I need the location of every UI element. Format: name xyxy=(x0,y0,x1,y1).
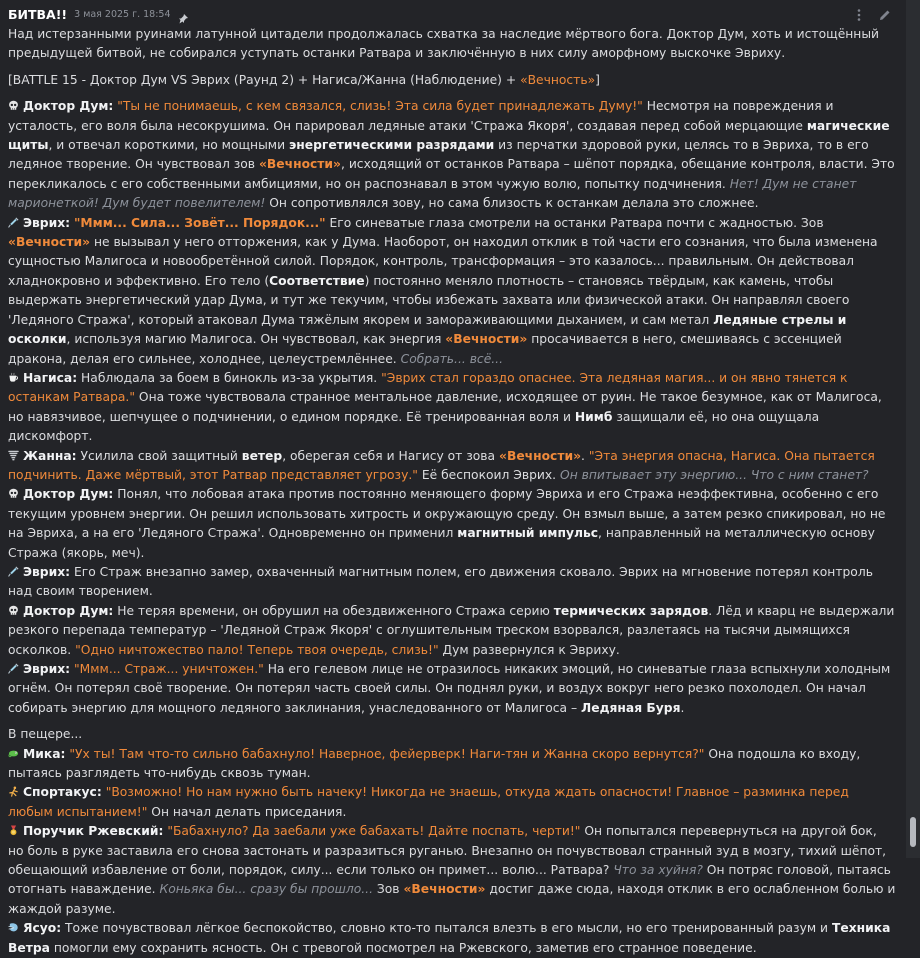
message-paragraph-mika1 xyxy=(8,745,896,784)
bold-text: Эврих: xyxy=(23,564,71,579)
text-run: Несмотря на повреждения и усталость, его воля была несокрушима. Он парировал ледяные атаки 'Стража Якоря', создавая перед собой мерцающие xyxy=(8,99,834,133)
text-run: ] xyxy=(595,72,600,87)
bold-text: Эврих: xyxy=(23,215,71,230)
skull-icon xyxy=(8,488,19,499)
text-run: . xyxy=(680,700,685,715)
bold-text: Соответствие xyxy=(269,273,365,288)
quote-text: "Ты не понимаешь, с кем связался, слизь! Эта сила будет принадлежать Думу!" xyxy=(117,99,643,114)
bold-text: Спортакус: xyxy=(23,785,102,800)
bold-text: Поручик Ржевский: xyxy=(23,824,164,839)
bold-text: Ледяная Буря xyxy=(581,700,681,715)
bold-text: Мика: xyxy=(23,746,66,761)
text-run: просачивается в него, смешиваясь с эссенцией дракона, делая его сильнее, холоднее, целеустремлённее. xyxy=(8,332,842,366)
text-run: достиг даже сюда, находя отклик в его ослабленном болью и жаждой разуме. xyxy=(8,882,896,916)
message-paragraph-intro xyxy=(8,25,896,64)
quote-text: "Бабахнуло? Да заебали уже бабахать! Дайте поспать, черти!" xyxy=(167,824,581,839)
quote-text: «Вечность» xyxy=(520,72,596,87)
quote-text: "Ух ты! Там что-то сильно бабахнуло! Наверное, фейерверк! Наги-тян и Жанна скоро вернутся?" xyxy=(69,746,705,761)
bold-text: Ясуо: xyxy=(23,921,62,936)
martial-arts-icon xyxy=(8,786,19,797)
text-run: На его гелевом лице не отразилось никаких эмоций, но синеватые глаза вспыхнули холодным огнём. Он потерял своё творение. Он потерял часть своей силы. Он поднял руки, и воздух вокруг него резко похолодел. Он начал собирать энергию для мощного ледяного заклинания, унаследованного от Малигоса – xyxy=(8,662,891,715)
more-options-icon[interactable] xyxy=(852,7,866,21)
text-run: Зов xyxy=(372,882,404,897)
thought-text: Он впитывает эту энергию... Что с ним станет? xyxy=(560,467,869,482)
teacup-icon xyxy=(8,372,19,383)
thought-text: Коньяка бы... сразу бы прошло... xyxy=(159,882,373,897)
text-run: . xyxy=(581,448,589,463)
medal-icon xyxy=(8,825,19,836)
text-run: не вызывал у него отторжения, как у Дума. Наоборот, он находил отклик в той части его сознания, что была изменена сущностью Малигоса и новообретённой силой. Порядок, контроль, трансформация – это казалось... правильным. Он действовал хладнокровно и эффективно. Его тело ( xyxy=(8,235,878,288)
text-run: Он сопротивлялся зову, но сама близость к останкам делала это сложнее. xyxy=(265,196,759,211)
text-run: В пещере... xyxy=(8,727,83,742)
bold-quote-text: «Вечности» xyxy=(8,235,91,250)
bold-text: Доктор Дум: xyxy=(23,487,114,502)
message-paragraph-rzhevsky1 xyxy=(8,822,896,919)
wind-face-icon xyxy=(8,922,19,933)
message-actions xyxy=(852,7,892,21)
bold-text: Нимб xyxy=(574,409,613,424)
thought-text: Собрать... всё... xyxy=(400,351,503,366)
message-paragraph-evrich1 xyxy=(8,214,896,369)
message-body xyxy=(8,25,896,958)
message-paragraph-doom2 xyxy=(8,485,896,563)
edit-icon[interactable] xyxy=(878,7,892,21)
bold-text: Ледяные стрелы и осколки xyxy=(8,312,847,347)
text-run: Наблюдала за боем в бинокль из-за укрытия. xyxy=(77,370,382,385)
bold-text: энергетическими разрядами xyxy=(289,138,495,153)
paragraph-gap xyxy=(8,64,896,71)
text-run: Его синеватые глаза смотрели на останки Ратвара почти с жадностью. Зов xyxy=(325,215,824,230)
quote-text: "Эврих стал гораздо опаснее. Эта ледяная магия... и он явно тянется к останкам Ратвара." xyxy=(8,370,848,405)
scrollbar-track[interactable] xyxy=(906,0,920,858)
tornado-icon xyxy=(8,450,19,461)
bold-quote-text: «Вечности» xyxy=(445,332,528,347)
bold-text: Доктор Дум: xyxy=(23,99,114,114)
text-run: Усилила свой защитный xyxy=(76,448,242,463)
message-paragraph-yasuo1 xyxy=(8,919,896,958)
message-paragraph-spartacus1 xyxy=(8,783,896,822)
pin-icon xyxy=(178,9,189,20)
text-run: Его Страж внезапно замер, охваченный магнитным полем, его движения сковало. Эврих на мгновение потерял контроль над своим творением. xyxy=(8,564,873,599)
bold-quote-text: «Вечности» xyxy=(258,157,341,172)
text-run: . Лёд и кварц не выдержали резкого перепада температур – 'Ледяной Страж Якоря' с оглушительным треском взорвался, разлетаясь на тысячи дымящихся осколков. xyxy=(8,603,895,657)
paragraph-gap xyxy=(8,718,896,725)
message-paragraph-doom1 xyxy=(8,97,896,213)
text-run: [BATTLE 15 - Доктор Дум VS Эврих (Раунд 2) + Нагиса/Жанна (Наблюдение) + xyxy=(8,72,521,87)
syringe-icon xyxy=(8,663,19,674)
message-paragraph-evrich3 xyxy=(8,660,896,718)
text-run: Тоже почувствовал лёгкое беспокойство, словно кто-то пытался влезть в его мысли, но его тренированный разум и xyxy=(61,921,832,936)
text-run: Понял, что лобовая атака против постоянно меняющего форму Эвриха и его Стража неэффективна, особенно с его текущим уровнем энергии. Он решил использовать хитрость и окружающую среду. Он взмыл выше, а затем резко спикировал, но не на Эвриха, а на его 'Ледяного Стража'. Одновременно он применил xyxy=(8,487,886,541)
text-run: помогли ему сохранить ясность. Он с тревогой посмотрел на Ржевского, заметив его странное поведение. xyxy=(49,940,757,955)
text-run: Он начал делать приседания. xyxy=(147,804,347,819)
bold-quote-text: «Вечности» xyxy=(499,448,582,463)
bold-text: Техника Ветра xyxy=(8,921,891,955)
message-paragraph-battle xyxy=(8,71,896,90)
text-run: ) постоянно меняло плотность – становясь твёрдым, как камень, чтобы выдержать энергетический удар Дума, и тут же текучим, чтобы избежать захвата или физической атаки. Он направлял своего 'Ледяного Стража', который атаковал Дума тяжёлым якорем и замораживающими дыханием, и сам метал xyxy=(8,273,850,327)
text-run: , направленный на металлическую основу Стража (якорь, меч). xyxy=(8,526,875,560)
text-run: Она подошла ко входу, пытаясь разглядеть что-нибудь сквозь туман. xyxy=(8,746,861,781)
text-run: , используя магию Малигоса. Он чувствовал, как энергия xyxy=(66,332,446,347)
text-run: , и отвечал короткими, но мощными xyxy=(48,138,289,153)
author-name[interactable]: БИТВА!! xyxy=(8,6,68,22)
text-run: , оберегая себя и Нагису от зова xyxy=(282,448,499,463)
chameleon-icon xyxy=(8,748,19,759)
bold-text: магические щиты xyxy=(8,118,890,153)
text-run: , исходящий от останков Ратвара – шёпот порядка, обещание контроля, власти. Это перекликалось с его собственными амбициями, но он распознавал в этом чужую волю, попытку подчинения. xyxy=(8,157,895,191)
text-run: из перчатки здоровой руки, целясь то в Эвриха, то в его ледяное творение. Он чувствовал зов xyxy=(8,138,869,172)
text-run: Он попытался перевернуться на другой бок, но боль в руке заставила его снова застонать и разразиться руганью. Внезапно он почувствовал странный зуд в мозгу, тихий шёпот, обещающий избавление от боли, порядок, силу... если только он примет... волю... Ратвара? xyxy=(8,824,887,878)
message-header xyxy=(8,3,896,25)
paragraph-gap xyxy=(8,90,896,97)
text-run: Над истерзанными руинами латунной цитадели продолжалась схватка за наследие мёртвого бога. Доктор Дум, хоть и истощённый предыдущей битвой, не собирался уступать останки Ратвара и заключённую в них силу аморфному выскочке Эвриху. xyxy=(8,27,880,61)
text-run: Не теряя времени, он обрушил на обездвиженного Стража серию xyxy=(113,603,554,618)
quote-text: "Одно ничтожество пало! Теперь твоя очередь, слизь!" xyxy=(75,642,439,657)
text-run: Её беспокоил Эврих. xyxy=(417,467,561,482)
message-paragraph-evrich2 xyxy=(8,563,896,602)
bold-text: термических зарядов xyxy=(553,603,709,618)
bold-text: Нагиса: xyxy=(23,370,78,385)
scrollbar-thumb[interactable] xyxy=(910,817,916,847)
thought-text: Нет! Дум не станет марионеткой! Дум будет повелителем! xyxy=(8,176,857,211)
quote-text: "Возможно! Но нам нужно быть начеку! Никогда не знаешь, откуда ждать опасности! Главное – разминка перед любым испытанием!" xyxy=(8,785,849,819)
bold-text: Жанна: xyxy=(23,448,77,463)
bold-quote-text: "Ммм... Сила... Зовёт... Порядок..." xyxy=(74,215,326,230)
message-paragraph-nagisa1 xyxy=(8,369,896,447)
message-paragraph-cave xyxy=(8,725,896,744)
text-run: Он потряс головой, пытаясь отогнать наваждение. xyxy=(8,863,891,897)
text-run: Она тоже чувствовала странное ментальное давление, исходящее от руин. Не такое безумное, как от Малигоса, но навязчивое, шепчущее о подчинении, о едином порядке. Её тренированная воля и xyxy=(8,390,882,424)
syringe-icon xyxy=(8,217,19,228)
syringe-icon xyxy=(8,566,19,577)
thought-text: Что за хуйня? xyxy=(613,863,703,878)
bold-text: Доктор Дум: xyxy=(23,603,114,618)
bold-text: магнитный импульс xyxy=(457,526,599,541)
quote-text: "Эта энергия опасна, Нагиса. Она пытается подчинить. Даже мёртвый, этот Ратвар представляет угрозу." xyxy=(8,448,875,482)
message-timestamp: 3 мая 2025 г. 18:54 xyxy=(74,8,171,20)
text-run: Дум развернулся к Эвриху. xyxy=(438,642,620,657)
bold-text: Эврих: xyxy=(23,662,71,676)
quote-text: "Ммм... Страж... уничтожен." xyxy=(74,662,264,676)
skull-icon xyxy=(8,605,19,616)
bold-text: ветер xyxy=(241,448,283,463)
skull-icon xyxy=(8,100,19,111)
message-paragraph-doom3 xyxy=(8,602,896,660)
text-run: защищали её, но она ощущала дискомфорт. xyxy=(8,409,820,444)
bold-quote-text: «Вечности» xyxy=(403,882,486,897)
message-paragraph-zhanna1 xyxy=(8,447,896,486)
